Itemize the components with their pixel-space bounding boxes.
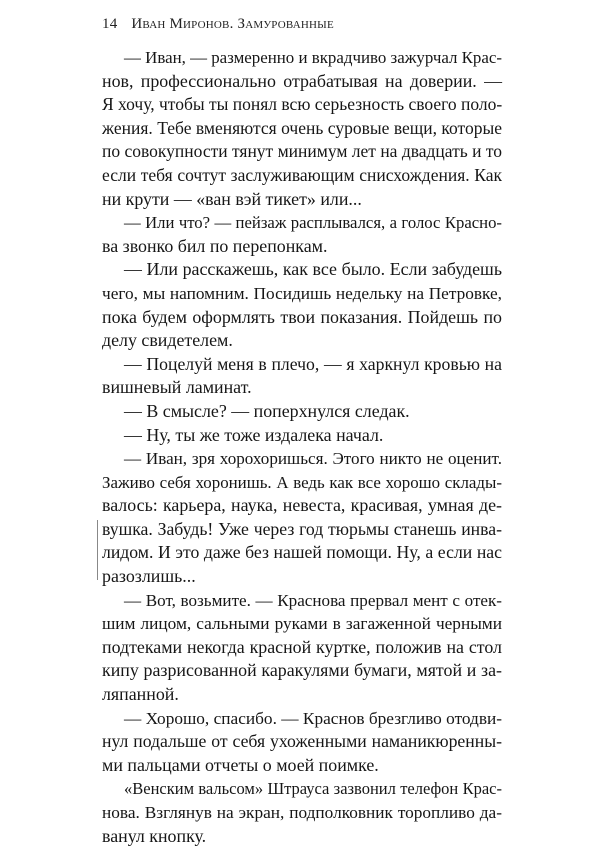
text-line: нул подальше от себя ухоженными наманикюренны- [102,731,502,752]
page-number: 14 [102,16,118,32]
text-line: пока будем оформлять твои показания. Пойдешь по [102,306,502,327]
text-line: делу свидетелем. [102,330,233,351]
text-line: Заживо себя хоронишь. А ведь как все хорошо склады- [102,472,502,492]
text-line: — Иван, — размеренно и вкрадчиво зажурчал Крас- [124,48,502,67]
text-line: — Хорошо, спасибо. — Краснов брезгливо отодви- [124,708,502,728]
running-head [102,16,334,33]
text-line: ни крути — «ван вэй тикет» или... [102,188,362,209]
text-line: шим лицом, сальными руками в загаженной черными [102,614,502,634]
text-line: ляпанной. [102,684,179,705]
book-title: Иван Миронов. Замурованные [131,16,334,32]
scan-margin-mark [97,520,98,580]
text-line: — Вот, возьмите. — Краснова прервал мент с отек- [124,590,502,610]
text-line: подтеками некогда красной куртке, положив на стол [102,636,502,657]
text-line: — В смысле? — поперхнулся следак. [124,400,410,421]
text-line: валось: карьера, наука, невеста, красивая, умная де- [102,495,502,516]
text-line: лидом. И это даже без нашей помощи. Ну, а если нас [102,542,502,563]
text-line: вушка. Забудь! Уже через год тюрьмы станешь инва- [102,518,502,539]
text-line: ва звонко бил по перепонкам. [102,235,328,256]
text-line: — Или что? — пейзаж расплывался, а голос Красно- [124,213,502,233]
text-line: — Поцелуй меня в плечо, — я харкнул кровью на [124,353,502,374]
text-line: — Или расскажешь, как все было. Если забудешь [124,259,502,280]
text-line: нова. Взглянув на экран, подполковник торопливо да- [102,803,502,822]
text-line: по совокупности тянут минимум лет на двадцать и то [102,141,503,162]
text-line: нов, профессионально отрабатывая на доверии. — [102,70,502,91]
text-line: Я хочу, чтобы ты понял всю серьезность своего поло- [102,94,503,115]
text-line: если тебя сочтут заслуживающим снисхождения. Как [102,164,502,185]
text-line: ми пальцами отчеты о моей поимке. [102,754,379,775]
text-line: ванул кнопку. [102,825,207,846]
text-line: — Ну, ты же тоже издалека начал. [124,424,384,445]
text-line: жения. Тебе вменяются очень суровые вещи, которые [102,117,502,138]
text-line: вишневый ламинат. [102,377,252,398]
text-line: кипу разрисованной каракулями бумаги, мятой и за- [102,660,502,681]
text-line: «Венским вальсом» Штрауса зазвонил телефон Крас- [124,779,502,799]
body-text [102,46,502,848]
text-line: разозлишь... [102,566,196,587]
text-line: — Иван, зря хорохоришься. Этого никто не оценит. [124,449,502,469]
text-line: чего, мы напомним. Посидишь недельку на Петровке, [102,283,502,303]
